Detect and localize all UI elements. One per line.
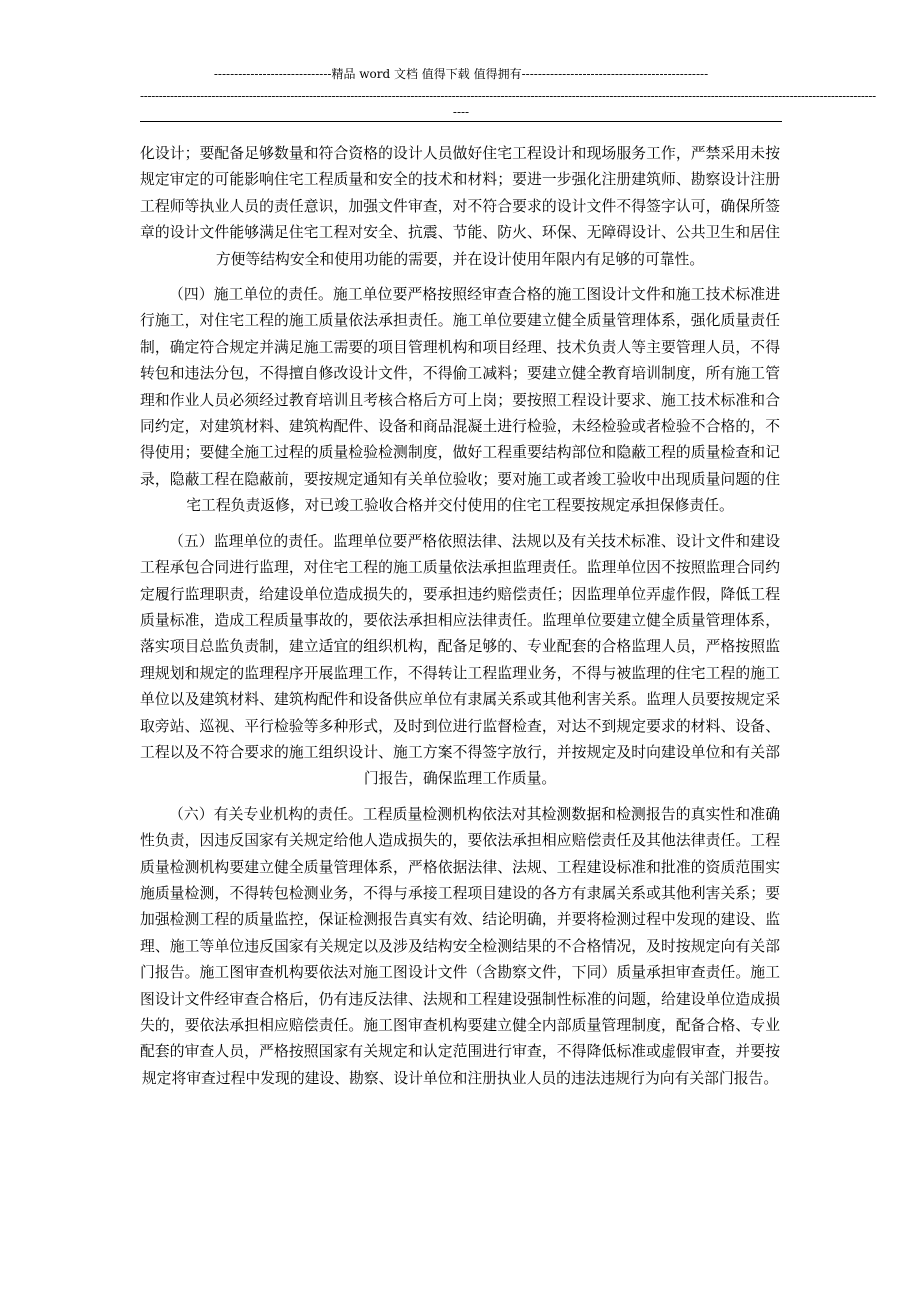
header-dash-tail: ----: [452, 105, 470, 119]
header-dash-line: ----------------------------------------------------------------------------------------------------------------------------------------------------------------------------------------------------: [140, 89, 876, 103]
paragraph-design-continued: 化设计；要配备足够数量和符合资格的设计人员做好住宅工程设计和现场服务工作，严禁采用未按规定审定的可能影响住宅工程质量和安全的技术和材料；要进一步强化注册建筑师、勘察设计注册工程师等执业人员的责任意识，加强文件审查，对不符合要求的设计文件不得签字认可，确保所签章的设计文件能够满足住宅工程对安全、抗震、节能、防火、环保、无障碍设计、公共卫生和居住方便等结构安全和使用功能的需要，并在设计使用年限内有足够的可靠性。: [140, 145, 780, 268]
page-header-banner: -----------------------------精品 word 文档 值得下载 值得拥有----------------------------------------------: [213, 67, 709, 81]
document-body: [140, 141, 780, 1101]
paragraph-supervision-unit: （五）监理单位的责任。监理单位要严格依照法律、法规以及有关技术标准、设计文件和建设工程承包合同进行监理，对住宅工程的施工质量依法承担监理责任。监理单位因不按照监理合同约定履行监理职责，给建设单位造成损失的，要承担违约赔偿责任；因监理单位弄虚作假，降低工程质量标准，造成工程质量事故的，要依法承担相应法律责任。监理单位要建立健全质量管理体系，落实项目总监负责制，建立适宜的组织机构，配备足够的、专业配套的合格监理人员，严格按照监理规划和规定的监理程序开展监理工作，不得转让工程监理业务，不得与被监理的住宅工程的施工单位以及建筑材料、建筑构配件和设备供应单位有隶属关系或其他利害关系。监理人员要按规定采取旁站、巡视、平行检验等多种形式，及时到位进行监督检查，对达不到规定要求的材料、设备、工程以及不符合要求的施工组织设计、施工方案不得签字放行，并按规定及时向建设单位和有关部门报告，确保监理工作质量。: [140, 532, 780, 788]
paragraph-professional-agencies: （六）有关专业机构的责任。工程质量检测机构依法对其检测数据和检测报告的真实性和准确性负责，因违反国家有关规定给他人造成损失的，要依法承担相应赔偿责任及其他法律责任。工程质量检测机构要建立健全质量管理体系，严格依据法律、法规、工程建设标准和批准的资质范围实施质量检测，不得转包检测业务，不得与承接工程项目建设的各方有隶属关系或其他利害关系；要加强检测工程的质量监控，保证检测报告真实有效、结论明确，并要将检测过程中发现的建设、监理、施工等单位违反国家有关规定以及涉及结构安全检测结果的不合格情况，及时按规定向有关部门报告。施工图审查机构要依法对施工图设计文件（含勘察文件，下同）质量承担审查责任。施工图设计文件经审查合格后，仍有违反法律、法规和工程建设强制性标准的问题，给建设单位造成损失的，要依法承担相应赔偿责任。施工图审查机构要建立健全内部质量管理制度，配备合格、专业配套的审查人员，严格按照国家有关规定和认定范围进行审查，不得降低标准或虚假审查，并要按规定将审查过程中发现的建设、勘察、设计单位和注册执业人员的违法违规行为向有关部门报告。: [140, 805, 780, 1087]
paragraph-construction-unit: （四）施工单位的责任。施工单位要严格按照经审查合格的施工图设计文件和施工技术标准进行施工，对住宅工程的施工质量依法承担责任。施工单位要建立健全质量管理体系，强化质量责任制，确定符合规定并满足施工需要的项目管理机构和项目经理、技术负责人等主要管理人员，不得转包和违法分包，不得擅自修改设计文件，不得偷工减料；要建立健全教育培训制度，所有施工管理和作业人员必须经过教育培训且考核合格后方可上岗；要按照工程设计要求、施工技术标准和合同约定，对建筑材料、建筑构配件、设备和商品混凝土进行检验，未经检验或者检验不合格的，不得使用；要健全施工过程的质量检验检测制度，做好工程重要结构部位和隐蔽工程的质量检查和记录，隐蔽工程在隐蔽前，要按规定通知有关单位验收；要对施工或者竣工验收中出现质量问题的住宅工程负责返修，对已竣工验收合格并交付使用的住宅工程要按规定承担保修责任。: [140, 286, 780, 515]
header-rule: [140, 121, 782, 122]
